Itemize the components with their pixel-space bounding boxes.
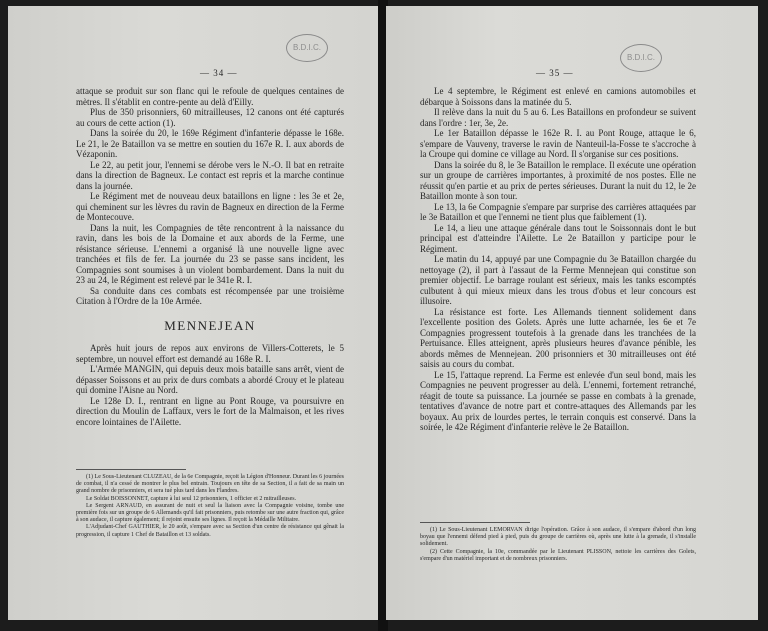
paragraph: Le Régiment met de nouveau deux bataillons en ligne : les 3e et 2e, qui cheminent sur les lèvres du ravin de Bagneux en direction de la Ferme de Montecouve.	[76, 191, 344, 222]
footnote: Le Sergent ARNAUD, en assurant de nuit et seul la liaison avec la Compagnie voisine, tombe une première fois sur un groupe de 6 Allemands qu'il fait prisonniers, puis retombe sur une autre fraction qui, grâce à son audace, il capture également; il rejoint ensuite ses lignes. Il reçoit la Médaille Militaire.	[76, 502, 344, 524]
footnotes	[76, 461, 344, 539]
paragraph: Il relève dans la nuit du 5 au 6. Les Bataillons en profondeur se suivent dans l'ordre : 1er, 3e, 2e.	[420, 107, 696, 128]
bdic-stamp: B.D.I.C.	[620, 44, 662, 72]
paragraph: Le 4 septembre, le Régiment est enlevé en camions automobiles et débarque à Soissons dans la matinée du 5.	[420, 86, 696, 107]
footnote: Le Soldat BOISSONNET, capture à lui seul 12 prisonniers, 1 officier et 2 mitrailleuses.	[86, 495, 297, 502]
paragraph: Sa conduite dans ces combats est récompensée par une troisième Citation à l'Ordre de la 10e Armée.	[76, 285, 344, 306]
footnote-rule	[420, 522, 530, 523]
footnotes	[420, 514, 696, 563]
body-text	[76, 86, 344, 427]
page-number: — 35 —	[536, 68, 574, 78]
paragraph: Le 1er Bataillon dépasse le 162e R. I. au Pont Rouge, attaque le 6, s'empare de Vauveny, traverse le ravin de Nanteuil-la-Fosse te s'accroche à la Croupe qui domine ce village au Nord. Il s'organise sur ces positions.	[420, 128, 696, 159]
paragraph: Le matin du 14, appuyé par une Compagnie du 3e Bataillon chargée du nettoyage (2), il part à l'assaut de la Ferme Mennejean qui constitue son premier objectif. Le barrage roulant est sérieux, mais les tanks escomptés culbutent à qui mieux mieux dans les trous d'obus et leur concours est illusoire.	[420, 254, 696, 306]
paragraph: Dans la soirée du 20, le 169e Régiment d'infanterie dépasse le 168e. Le 21, le 2e Bataillon va se mettre en soutien du 167e R. I. aux abords de Vézaponin.	[76, 128, 344, 159]
footnote: L'Adjudant-Chef GAUTHIER, le 20 août, s'empare avec sa Section d'un centre de résistance qui gênait la progression, il capture 1 Chef de Bataillon et 13 soldats.	[76, 524, 344, 538]
paragraph: La résistance est forte. Les Allemands tiennent solidement dans l'excellente position des Golets. Après une lutte acharnée, les 6e et 7e Compagnies progressent toutefois à la grenade dans les tranchées de la Pertuisance. Elles atteignent, après plusieurs heures d'avance pénible, les abords mêmes de Mennejean. 200 prisonniers et 30 mitrailleuses ont été saisis au cours du combat.	[420, 306, 696, 369]
paragraph: attaque se produit sur son flanc qui le refoule de quelques centaines de mètres. Il s'établit en contre-pente au delà d'Eilly.	[76, 86, 344, 107]
footnote-rule	[76, 469, 186, 470]
paragraph: Le 128e D. I., rentrant en ligne au Pont Rouge, va poursuivre en direction du Moulin de Laffaux, vers le fort de la Malmaison, et les rives encore lointaines de l'Ailette.	[76, 395, 344, 427]
body-text	[420, 86, 696, 433]
paragraph: Le 15, l'attaque reprend. La Ferme est enlevée d'un seul bond, mais les Compagnies ne peuvent progresser au delà. L'ennemi, fortement retranché, réagit de toute sa puissance. La journée se passe en combats à la grenade, tentatives d'avance de notre part et contre-attaques des Allemands par les boyaux. Au prix de lourdes pertes, le terrain conquis est conservé. Dans la soirée, le 42e Régiment d'infanterie relève le 2e Bataillon.	[420, 369, 696, 432]
right-page	[386, 6, 758, 620]
footnote: (2) Cette Compagnie, la 10e, commandée par le Lieutenant PLISSON, nettoie les carrières des Golets, s'empare d'un matériel important et de nombreux prisonniers.	[420, 548, 696, 562]
left-page	[8, 6, 380, 620]
bdic-stamp: B.D.I.C.	[286, 34, 328, 62]
section-heading: MENNEJEAN	[164, 317, 256, 333]
paragraph: Après huit jours de repos aux environs de Villers-Cotterets, le 5 septembre, un nouvel effort est demandé au 168e R. I.	[76, 343, 344, 364]
paragraph: Le 22, au petit jour, l'ennemi se dérobe vers le N.-O. Il bat en retraite dans la direction de Bagneux. Le contact est repris et la marche continue dans la journée.	[76, 159, 344, 191]
footnote: (1) Le Sous-Lieutenant LEMORVAN dirige l'opération. Grâce à son audace, il s'empare d'abord d'un long boyau que l'ennemi défend pied à pied, puis du groupe de carrières où, après une lutte à la grenade, il s'installe solidement.	[420, 527, 696, 548]
paragraph: Le 13, la 6e Compagnie s'empare par surprise des carrières attaquées par le 3e Bataillon et que l'ennemi ne tient plus que faiblement (1).	[420, 201, 696, 222]
footnote: (1) Le Sous-Lieutenant CLUZEAU, de la 6e Compagnie, reçoit la Légion d'Honneur. Durant les 6 journées de combat, il n'a cessé de montrer le plus bel entrain. Toujours en tête de sa Section, il a fait de sa main un grand nombre de prisonniers, et sera tué plus tard dans les Flandres.	[76, 474, 344, 495]
paragraph: L'Armée MANGIN, qui depuis deux mois bataille sans arrêt, vient de dépasser Soissons et au prix de durs combats a abordé Crouy et le plateau qui domine l'Aisne au Nord.	[76, 364, 344, 395]
paragraph: Le 14, a lieu une attaque générale dans tout le Soissonnais dont le but principal est d'atteindre l'Ailette. Le 2e Bataillon y participe pour le Régiment.	[420, 222, 696, 254]
page-number: — 34 —	[200, 68, 238, 78]
paragraph: Dans la soirée du 8, le 3e Bataillon le remplace. Il exécute une opération sur un groupe de carrières importantes, à proximité de nos postes. Elle ne réussit qu'en partie et au prix de pertes sérieuses. Durant la nuit du 12, le 2e Bataillon monte à son tour.	[420, 159, 696, 201]
paragraph: Dans la nuit, les Compagnies de tête rencontrent à la naissance du ravin, dans les bois de la Domaine et aux abords de la Ferme, une résistance sérieuse. L'ennemi a organisé là une nouvelle ligne avec tranchées et fils de fer. La journée du 23 se passe sans incident, les Compagnies sont soumises à un violent bombardement. Dans la nuit du 23 au 24, le Régiment est relevé par le 341e R. I.	[76, 222, 344, 285]
paragraph: Plus de 350 prisonniers, 60 mitrailleuses, 12 canons ont été capturés au cours de cette action (1).	[76, 107, 344, 128]
